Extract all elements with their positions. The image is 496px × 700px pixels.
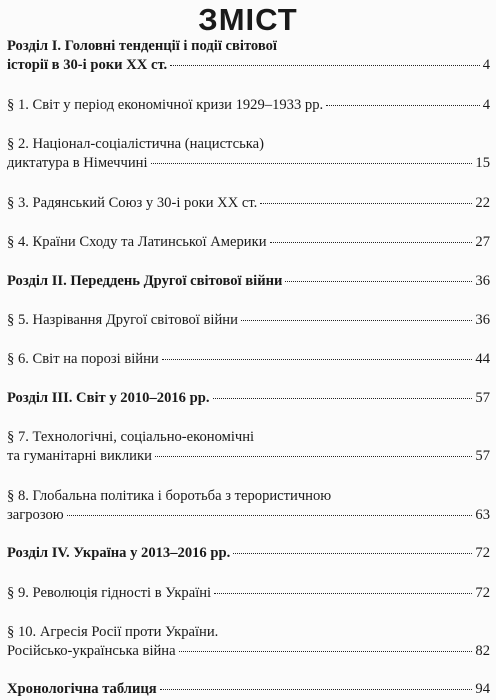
entry-page-number: 36 — [475, 273, 490, 289]
entry-page-number: 72 — [475, 545, 490, 561]
toc-entry-par-5[interactable] — [7, 311, 490, 330]
entry-title-line1: § 10. Агресія Росії проти України. — [7, 624, 219, 640]
toc-entry-par-4[interactable] — [7, 233, 490, 252]
entry-title: § 6. Світ на порозі війни — [7, 351, 159, 367]
entry-page-number: 57 — [475, 448, 490, 464]
leader-dots — [213, 398, 473, 399]
entry-title-line1: § 7. Технологічні, соціально-економічні — [7, 429, 255, 445]
toc-entry-par-10[interactable] — [7, 623, 490, 661]
toc-entry-par-3[interactable] — [7, 194, 490, 213]
entry-title: § 4. Країни Сходу та Латинської Америки — [7, 234, 267, 250]
leader-dots — [160, 689, 473, 690]
entry-title: Хронологічна таблиця — [7, 681, 157, 697]
entry-title: § 1. Світ у період економічної кризи 1929–1933 рр. — [7, 97, 324, 113]
entry-page-number: 27 — [475, 234, 490, 250]
toc-entry-par-1[interactable] — [7, 96, 490, 115]
entry-page-number: 94 — [475, 681, 490, 697]
toc-entry-section-2[interactable] — [7, 272, 490, 291]
leader-dots — [285, 281, 472, 282]
toc-entry-par-7[interactable] — [7, 428, 490, 466]
entry-title: Розділ ІІІ. Світ у 2010–2016 рр. — [7, 390, 210, 406]
entry-title: § 3. Радянський Союз у 30-і роки ХХ ст. — [7, 195, 258, 211]
leader-dots — [179, 651, 473, 652]
toc-entry-par-8[interactable] — [7, 487, 490, 525]
entry-title-line2: історії в 30-і роки ХХ ст. — [7, 57, 168, 73]
entry-title-line1: Розділ І. Головні тенденції і події світової — [7, 38, 277, 54]
entry-title-line2: загрозою — [7, 507, 64, 523]
leader-dots — [155, 456, 473, 457]
entry-page-number: 63 — [475, 507, 490, 523]
entry-page-number: 36 — [475, 312, 490, 328]
page-title: ЗМІСТ — [198, 2, 298, 37]
leader-dots — [151, 163, 473, 164]
leader-dots — [67, 515, 473, 516]
toc-entry-section-1[interactable] — [7, 37, 490, 75]
toc-entry-par-6[interactable] — [7, 350, 490, 369]
toc-entry-section-3[interactable] — [7, 389, 490, 408]
entry-page-number: 44 — [475, 351, 490, 367]
entry-page-number: 57 — [475, 390, 490, 406]
entry-title-line1: § 8. Глобальна політика і боротьба з терористичною — [7, 488, 332, 504]
entry-title: § 9. Революція гідності в Україні — [7, 585, 212, 601]
toc-entry-par-9[interactable] — [7, 584, 490, 603]
toc-entry-section-4[interactable] — [7, 544, 490, 563]
toc-entry-chronology[interactable] — [7, 680, 490, 699]
entry-page-number: 72 — [475, 585, 490, 601]
entry-page-number: 15 — [475, 155, 490, 171]
entry-page-number: 4 — [482, 57, 490, 73]
toc-entry-par-2[interactable] — [7, 135, 490, 173]
leader-dots — [260, 203, 472, 204]
entry-page-number: 4 — [482, 97, 490, 113]
entry-title-line2: Російсько-українська війна — [7, 643, 176, 659]
leader-dots — [241, 320, 473, 321]
entry-page-number: 82 — [475, 643, 490, 659]
leader-dots — [270, 242, 473, 243]
entry-title: Розділ ІІ. Переддень Другої світової війни — [7, 273, 283, 289]
entry-title: Розділ IV. Україна у 2013–2016 рр. — [7, 545, 231, 561]
leader-dots — [326, 105, 480, 106]
entry-title-line2: та гуманітарні виклики — [7, 448, 152, 464]
entry-title-line1: § 2. Націонал-соціалістична (нацистська) — [7, 136, 264, 152]
entry-page-number: 22 — [475, 195, 490, 211]
leader-dots — [214, 593, 472, 594]
leader-dots — [170, 65, 480, 66]
entry-title-line2: диктатура в Німеччині — [7, 155, 148, 171]
entry-title: § 5. Назрівання Другої світової війни — [7, 312, 238, 328]
leader-dots — [162, 359, 473, 360]
leader-dots — [233, 553, 472, 554]
